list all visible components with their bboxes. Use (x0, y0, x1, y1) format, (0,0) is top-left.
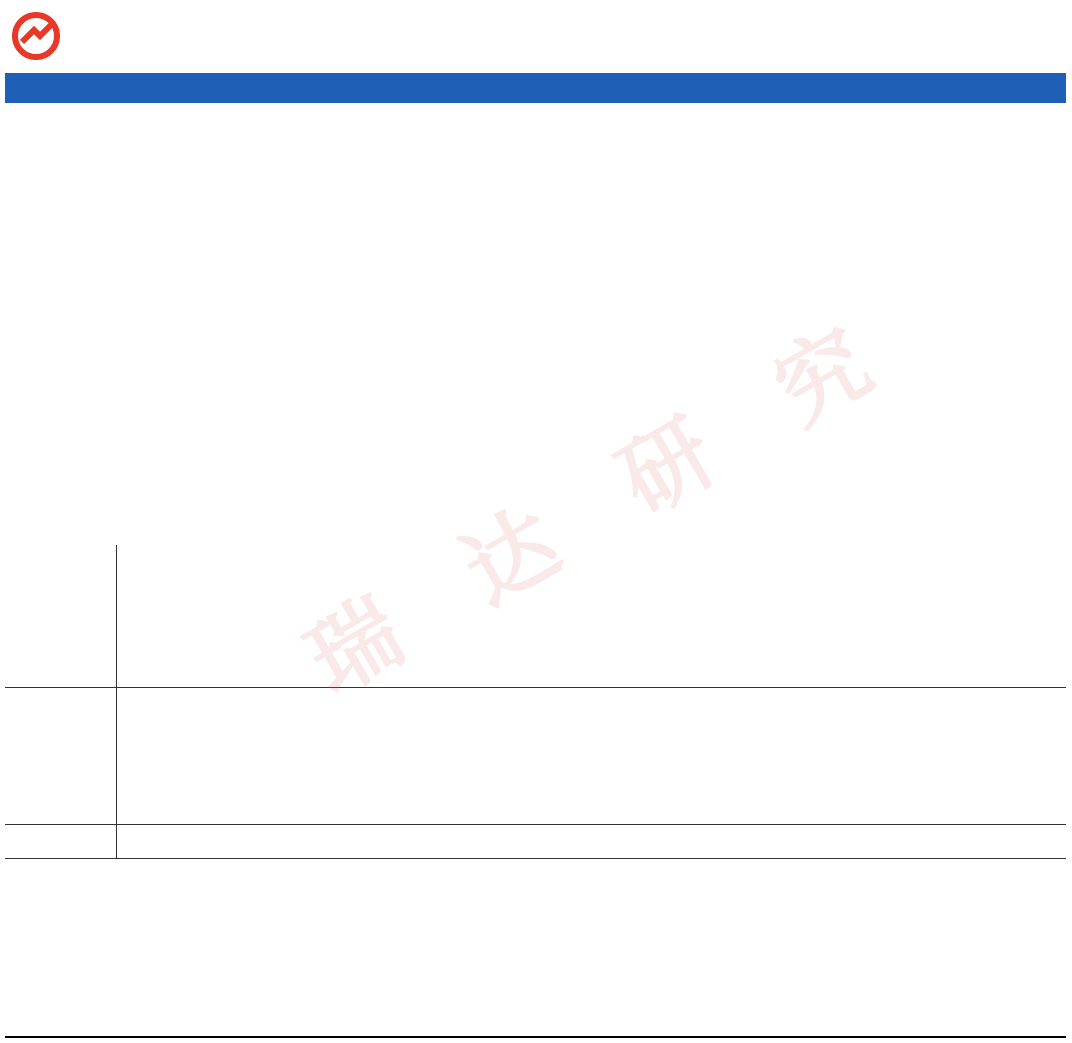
section-focus (5, 824, 1066, 859)
brand-logo (12, 8, 222, 66)
section-label (5, 687, 117, 824)
brand-logo-icon (12, 12, 60, 60)
qr-code-icon (956, 551, 1052, 647)
section-summary (5, 687, 1066, 825)
data-table (5, 103, 1066, 858)
watermark: 瑞 达 研 究 (290, 309, 889, 716)
section-label (5, 545, 117, 687)
wechat-qr-code-icon (959, 697, 1059, 787)
section-news (5, 545, 1066, 688)
bottom-divider (5, 1036, 1066, 1038)
section-label (5, 824, 117, 858)
table-header (5, 73, 1066, 103)
report-header (0, 0, 1072, 72)
